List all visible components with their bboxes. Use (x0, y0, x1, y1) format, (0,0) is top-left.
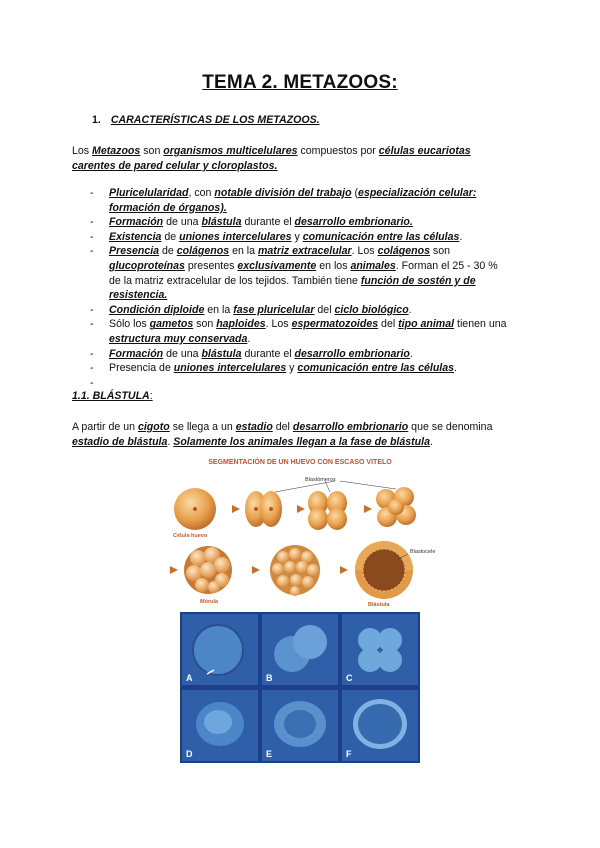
intro-text: compuestos por (297, 145, 379, 157)
intro-paragraph (72, 144, 502, 173)
morula (184, 546, 232, 594)
figure-title: SEGMENTACIÓN DE UN HUEVO CON ESCASO VITELO (208, 459, 392, 466)
micrograph-panel-e: E (262, 690, 338, 761)
list-item: - Existencia de uniones intercelulares y comunicación entre las células. (90, 230, 463, 243)
eight-cell-stage (376, 487, 416, 527)
list-item: - Pluricelularidad, con notable división del trabajo (especialización celular: formación de órganos). (90, 187, 477, 214)
two-cell-stage (245, 491, 282, 527)
intro-text: Los (72, 145, 93, 157)
page-title: TEMA 2. METAZOOS: (202, 72, 398, 93)
intro-text: son (140, 145, 164, 157)
micrograph-panel-d: D (182, 690, 258, 761)
section-1-1-colon: : (149, 390, 153, 402)
list-item: - Sólo los gametos son haploides. Los espermatozoides del tipo animal tienen una estructura muy conservada. (90, 318, 507, 345)
micrograph-grid (180, 612, 420, 763)
label-celula-huevo: Célula huevo (173, 533, 208, 539)
arrow-icon (240, 566, 260, 574)
list-item: - Condición diploide en la fase pluricelular del ciclo biológico. (90, 303, 412, 316)
arrow-icon (158, 566, 178, 574)
label-blastula: Blástula (368, 602, 390, 608)
section-1-number: 1. (92, 114, 101, 126)
section-1-title: CARACTERÍSTICAS DE LOS METAZOOS. (110, 114, 320, 126)
label-blastocele: Blastocele (410, 549, 436, 555)
arrow-icon (220, 505, 240, 513)
blastula-section (355, 541, 413, 599)
arrow-icon (328, 566, 348, 574)
term-metazoos: Metazoos (92, 145, 141, 157)
micrograph-panel-b: B (262, 614, 338, 685)
micrograph-panel-f: F (342, 690, 418, 761)
segmentation-figure (150, 457, 450, 763)
blastula-paragraph: A partir de un cigoto se llega a un estadio del desarrollo embrionario que se denomina estadio de blástula. Solamente los animales llegan a la fase de blástula. (72, 421, 493, 448)
label-morula: Mórula (200, 599, 219, 605)
list-item: - Presencia de colágenos en la matriz extracelular. Los colágenos son glucoproteínas presentes exclusivamente en los animales. Forman el 25 - 30 % de la matriz extracelular de los tejidos. También tiene función de sostén y de resistencia. (90, 245, 498, 302)
section-1-1-heading (72, 390, 153, 402)
term-celulas: células eucariotas carentes de pared celular y cloroplastos. (72, 145, 471, 172)
arrow-icon (287, 505, 305, 513)
early-blastula (270, 545, 320, 596)
section-1-1-title: 1.1. BLÁSTULA (72, 390, 150, 402)
section-1-heading (92, 114, 320, 126)
micrograph-panel-c: C (342, 614, 418, 685)
arrow-icon (354, 505, 372, 513)
list-item: - Presencia de uniones intercelulares y comunicación entre las células. (90, 362, 457, 375)
term-organismos: organismos multicelulares (163, 145, 298, 157)
list-item: - Formación de una blástula durante el desarrollo embrionario. (90, 216, 413, 229)
list-item: - Formación de una blástula durante el desarrollo embrionario. (90, 347, 413, 360)
micrograph-panel-a: A (182, 614, 258, 685)
label-blastomeros: Blastómeros (305, 477, 336, 483)
four-cell-stage (308, 491, 347, 530)
characteristics-list: - Pluricelularidad, con notable división del trabajo (especialización celular: formación de órganos). - Formación de una blástula durante el desarrollo embrionario. - Existencia de uniones intercelulares y comunicación entre las células. - Presencia de colágenos en la matriz extracelular. Los colágenos son glucoproteínas presentes exclusivamente en los animales. Forman el 25 - 30 % de la matriz extracelular de los tejidos. También tiene función de sostén y de resistencia. - Condición diploide en la fase pluricelular del ciclo biológico. - Sólo los gametos son haploides. Los espermatozoides del tipo animal tienen una estructura muy conservada. - Formación de una blástula durante el desarrollo embrionario. - Presencia de uniones intercelulares y comunicación entre las células. - (72, 186, 512, 376)
